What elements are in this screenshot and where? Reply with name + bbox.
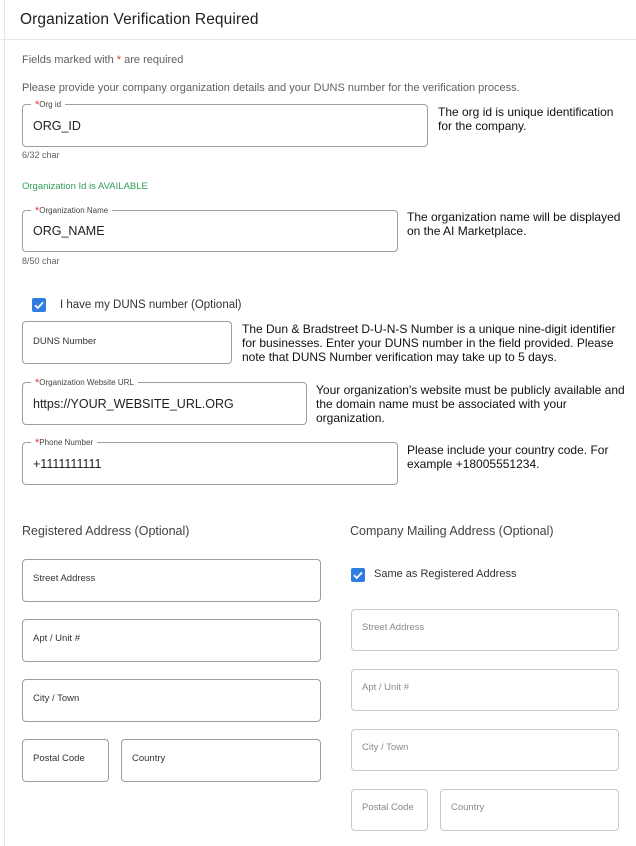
mailing-postal-input[interactable]	[351, 789, 428, 831]
registered-street-input[interactable]	[22, 559, 321, 602]
registered-apt-placeholder: Apt / Unit #	[33, 633, 80, 644]
registered-country-placeholder: Country	[132, 753, 166, 764]
org-name-label: *Organization Name	[31, 205, 112, 216]
mailing-city-input[interactable]	[351, 729, 619, 771]
duns-checkbox[interactable]	[32, 298, 46, 312]
phone-number-label: *Phone Number	[31, 437, 97, 448]
website-url-input[interactable]	[22, 377, 307, 425]
duns-help: The Dun & Bradstreet D-U-N-S Number is a unique nine-digit identifier for businesses. Enter your DUNS number in the field provided. Please note that DUNS Number verification may take up to 5 days.	[242, 322, 616, 364]
org-name-counter: 8/50 char	[22, 256, 60, 266]
org-id-help: The org id is unique identification for the company.	[438, 105, 614, 133]
mailing-apt-input[interactable]	[351, 669, 619, 711]
registered-postal-placeholder: Postal Code	[33, 753, 85, 764]
registered-country-input[interactable]	[121, 739, 321, 782]
mailing-country-placeholder: Country	[451, 802, 485, 813]
mailing-street-input[interactable]	[351, 609, 619, 651]
mailing-country-input[interactable]	[440, 789, 619, 831]
registered-city-input[interactable]	[22, 679, 321, 722]
checkmark-icon	[352, 569, 364, 581]
org-id-value[interactable]: ORG_ID	[33, 119, 81, 133]
registered-street-placeholder: Street Address	[33, 573, 96, 584]
registered-address-title: Registered Address (Optional)	[22, 524, 190, 538]
page-header	[0, 0, 636, 40]
phone-number-input[interactable]	[22, 437, 398, 485]
required-star: *	[116, 54, 122, 66]
website-help: Your organization's website must be publicly available and the domain name must be associated with your organization.	[316, 383, 625, 425]
mailing-apt-placeholder: Apt / Unit #	[362, 682, 409, 693]
org-id-input[interactable]	[22, 99, 428, 147]
mailing-street-placeholder: Street Address	[362, 622, 425, 633]
org-name-value[interactable]: ORG_NAME	[33, 224, 105, 238]
same-as-registered-checkbox[interactable]	[351, 568, 365, 582]
same-as-registered-label: Same as Registered Address	[374, 568, 517, 580]
org-name-input[interactable]	[22, 205, 398, 252]
page-title: Organization Verification Required	[20, 11, 259, 28]
phone-number-value[interactable]: +1111111111	[33, 457, 102, 471]
registered-postal-input[interactable]	[22, 739, 109, 782]
org-id-status: Organization Id is AVAILABLE	[22, 181, 148, 192]
org-id-label: *Org id	[31, 99, 65, 110]
required-note-suffix: are required	[124, 54, 184, 66]
website-url-label: *Organization Website URL	[31, 377, 138, 388]
required-note	[22, 54, 183, 66]
mailing-address-title: Company Mailing Address (Optional)	[350, 524, 554, 538]
registered-city-placeholder: City / Town	[33, 693, 80, 704]
org-name-help: The organization name will be displayed on the AI Marketplace.	[407, 210, 621, 238]
duns-number-input[interactable]	[22, 321, 232, 364]
duns-checkbox-label: I have my DUNS number (Optional)	[60, 299, 242, 311]
registered-apt-input[interactable]	[22, 619, 321, 662]
required-note-prefix: Fields marked with	[22, 54, 114, 66]
checkmark-icon	[33, 299, 45, 311]
intro-text: Please provide your company organization details and your DUNS number for the verification process.	[22, 82, 520, 94]
phone-help: Please include your country code. For example +18005551234.	[407, 443, 609, 471]
org-id-counter: 6/32 char	[22, 150, 60, 160]
mailing-postal-placeholder: Postal Code	[362, 802, 414, 813]
duns-number-placeholder: DUNS Number	[33, 336, 97, 347]
website-url-value[interactable]: https://YOUR_WEBSITE_URL.ORG	[33, 397, 234, 411]
mailing-city-placeholder: City / Town	[362, 742, 409, 753]
